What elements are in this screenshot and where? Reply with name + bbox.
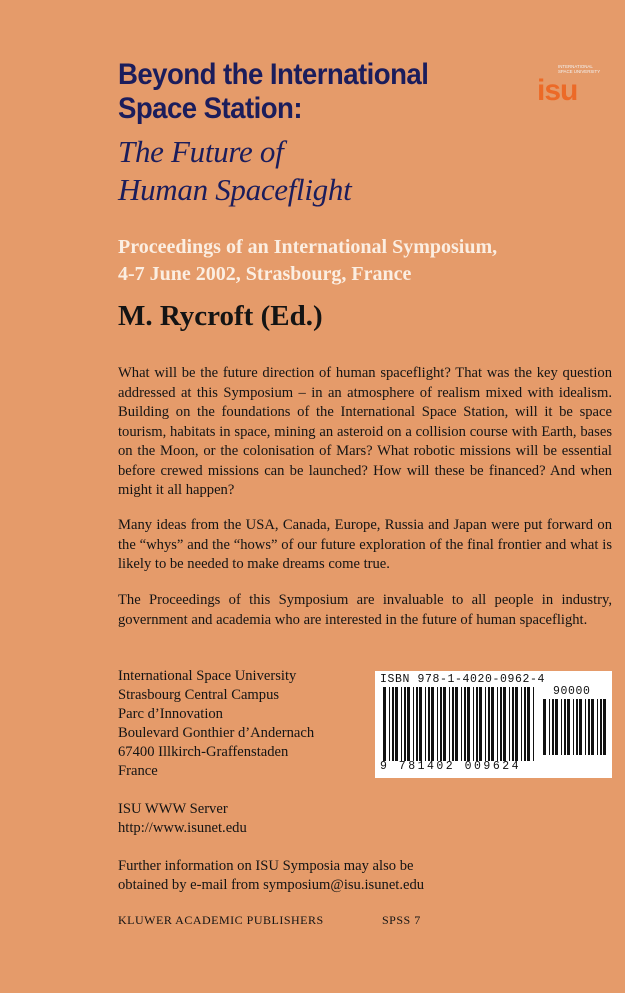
barcode-bar	[555, 699, 558, 755]
barcode-bar	[561, 699, 562, 755]
barcode-bar	[503, 687, 506, 761]
barcode-bar	[413, 687, 414, 761]
isu-logo-mark: isu	[537, 74, 578, 107]
logo-caption-line-2: SPACE UNIVERSITY	[558, 69, 601, 74]
barcode-bar	[573, 699, 574, 755]
barcode-bar	[461, 687, 462, 761]
barcode-bar	[449, 687, 450, 761]
barcode-bar	[515, 687, 518, 761]
barcode-bar	[491, 687, 494, 761]
barcode-bar	[419, 687, 422, 761]
barcode-bar	[428, 687, 430, 761]
barcode-bar	[543, 699, 546, 755]
title-line-1: Beyond the International	[118, 58, 429, 91]
further-info	[118, 857, 424, 895]
isu-logo-caption	[558, 64, 612, 74]
blurb-paragraph-2: Many ideas from the USA, Canada, Europe, Russia and Japan were put forward on the “whys” and the “hows” of our future exploration of the final frontier and what is likely to be needed to make dreams come true.	[118, 517, 612, 572]
blurb-paragraph-3: The Proceedings of this Symposium are invaluable to all people in industry, government and academia who are interested in the future of human spaceflight.	[118, 592, 612, 628]
barcode-bar	[533, 687, 534, 761]
publisher-name: KLUWER ACADEMIC PUBLISHERS	[118, 913, 324, 927]
barcode-bar	[485, 687, 486, 761]
editor-name: M. Rycroft (Ed.)	[118, 300, 323, 332]
barcode-bar	[473, 687, 474, 761]
barcode-bar	[383, 687, 386, 761]
barcode-bar	[440, 687, 442, 761]
barcode-bar	[564, 699, 566, 755]
barcode-bar	[425, 687, 426, 761]
postal-address	[118, 667, 314, 781]
server-label: ISU WWW Server	[118, 801, 228, 817]
italic-line-1: The Future of	[118, 134, 284, 169]
address-line: 67400 Illkirch-Graffenstaden	[118, 744, 289, 760]
barcode-bar	[497, 687, 498, 761]
isbn-barcode	[375, 671, 612, 778]
address-line: Strasbourg Central Campus	[118, 687, 280, 703]
barcode-bar	[395, 687, 398, 761]
address-line: International Space University	[118, 668, 297, 684]
barcode-bar	[392, 687, 394, 761]
barcode-bar	[576, 699, 578, 755]
barcode-bar	[416, 687, 418, 761]
subtitle-line-1: Proceedings of an International Symposium,	[118, 236, 498, 258]
barcode-bar	[455, 687, 458, 761]
barcode-bar	[488, 687, 490, 761]
barcode-bar	[407, 687, 410, 761]
barcode-bar	[603, 699, 606, 755]
barcode-bar	[500, 687, 502, 761]
barcode-bar	[585, 699, 586, 755]
logo-caption-line-1: INTERNATIONAL	[558, 64, 593, 69]
barcode-bar	[431, 687, 434, 761]
barcode-bar	[479, 687, 482, 761]
barcode-bar	[600, 699, 602, 755]
barcode-bar	[389, 687, 390, 761]
italic-line-2: Human Spaceflight	[118, 172, 352, 207]
address-line: France	[118, 763, 158, 779]
title-line-2: Space Station:	[118, 92, 302, 125]
barcode-bar	[512, 687, 514, 761]
barcode-bar	[524, 687, 526, 761]
blurb-paragraph-1: What will be the future direction of human spaceflight? That was the key question addressed at this Symposium – in an atmosphere of realism mixed with idealism. Building on the foundations of the International Space Station, will it be space tourism, habitats in space, mining an asteroid on a collision course with Earth, bases on the Moon, or the colonisation of Mars? What robotic missions will be essential before crewed missions can be launched? How will these be financed? And when might it all happen?	[118, 365, 612, 498]
further-line-2: obtained by e-mail from symposium@isu.isunet.edu	[118, 877, 425, 893]
server-url[interactable]: http://www.isunet.edu	[118, 820, 247, 836]
ean-number: 9 781402 009624	[380, 760, 522, 773]
price-code: 90000	[553, 685, 591, 698]
barcode-bar	[549, 699, 550, 755]
book-subtitle-italic	[118, 133, 418, 209]
isbn-number: ISBN 978-1-4020-0962-4	[380, 673, 546, 686]
barcode-bar	[464, 687, 466, 761]
barcode-bar	[579, 699, 582, 755]
barcode-bar	[404, 687, 406, 761]
barcode-bar	[521, 687, 522, 761]
proceedings-subtitle	[118, 234, 588, 288]
barcode-bar	[552, 699, 554, 755]
barcode-bar	[437, 687, 438, 761]
barcode-bar	[567, 699, 570, 755]
barcode-bar	[476, 687, 478, 761]
barcode-bar	[527, 687, 530, 761]
barcode-bar	[467, 687, 470, 761]
barcode-bar	[597, 699, 598, 755]
web-server-info	[118, 800, 247, 838]
address-line: Parc d’Innovation	[118, 706, 223, 722]
barcode-bar	[509, 687, 510, 761]
book-title	[118, 58, 486, 126]
barcode-bar	[588, 699, 590, 755]
series-code: SPSS 7	[382, 913, 421, 927]
address-line: Boulevard Gonthier d’Andernach	[118, 725, 315, 741]
barcode-bar	[401, 687, 402, 761]
barcode-bar	[452, 687, 454, 761]
further-line-1: Further information on ISU Symposia may also be	[118, 858, 414, 874]
barcode-bar	[591, 699, 594, 755]
subtitle-line-2: 4-7 June 2002, Strasbourg, France	[118, 263, 412, 285]
barcode-bar	[443, 687, 446, 761]
